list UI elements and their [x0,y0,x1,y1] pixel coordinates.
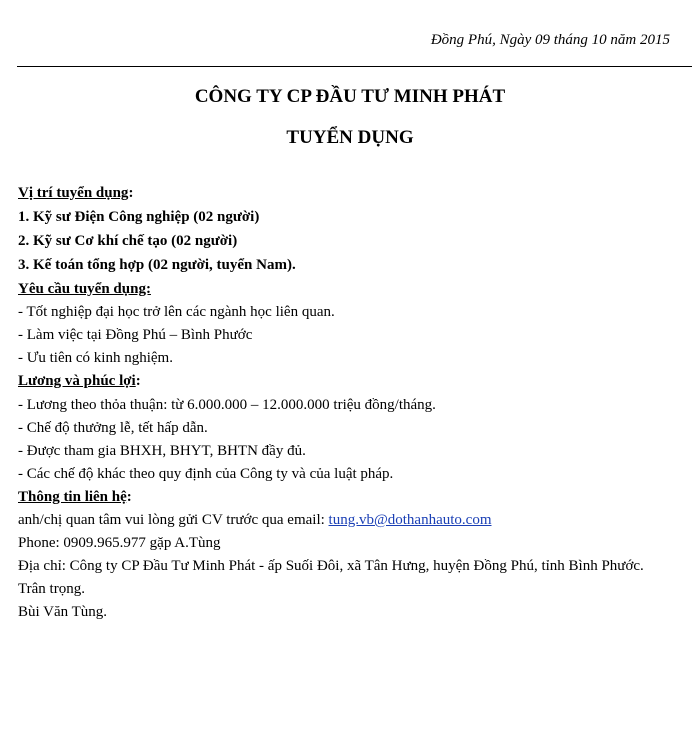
header-divider [17,66,692,67]
signature-name: Bùi Văn Tùng. [18,604,108,620]
positions-heading-line [18,182,693,206]
requirement-item: - Tốt nghiệp đại học trở lên các ngành học liên quan. [18,304,335,320]
positions-heading: Vị trí tuyển dụng [18,185,129,201]
document-title: TUYỂN DỤNG [286,127,414,148]
contact-cv-line [18,509,693,532]
position-item: 1. Kỹ sư Điện Công nghiệp (02 người) [18,209,260,225]
contact-address: Địa chỉ: Công ty CP Đầu Tư Minh Phát - ấp Suối Đôi, xã Tân Hưng, huyện Đồng Phú, tỉnh Bình Phước. [18,558,644,574]
document-body [18,182,693,624]
company-name: CÔNG TY CP ĐẦU TƯ MINH PHÁT [194,86,506,107]
benefits-heading: Lương và phúc lợi [18,373,136,389]
requirements-heading: Yêu cầu tuyển dụng: [18,281,151,297]
contact-cv-text: anh/chị quan tâm vui lòng gửi CV trước qua email: [18,512,329,528]
dateline: Đồng Phú, Ngày 09 tháng 10 năm 2015 [430,32,670,48]
benefits-heading-suffix: : [135,373,141,389]
positions-heading-suffix: : [128,185,134,201]
position-item: 2. Kỹ sư Cơ khí chế tạo (02 người) [18,233,238,249]
contact-heading-suffix: : [126,489,132,505]
benefit-item: - Chế độ thưởng lễ, tết hấp dẫn. [18,420,208,436]
contact-heading: Thông tin liên hệ [18,489,127,505]
contact-heading-line [18,486,693,509]
requirement-item: - Ưu tiên có kinh nghiệm. [18,350,173,366]
contact-email-link[interactable]: tung.vb@dothanhauto.com [328,512,492,528]
contact-phone: Phone: 0909.965.977 gặp A.Tùng [18,535,221,551]
benefit-item: - Các chế độ khác theo quy định của Công ty và của luật pháp. [18,466,394,482]
benefits-heading-line [18,370,693,394]
benefit-item: - Lương theo thỏa thuận: từ 6.000.000 – 12.000.000 triệu đồng/tháng. [18,397,436,413]
benefit-item: - Được tham gia BHXH, BHYT, BHTN đầy đủ. [18,443,306,459]
closing-text: Trân trọng. [18,581,85,597]
position-item: 3. Kế toán tổng hợp (02 người, tuyển Nam). [18,257,296,273]
requirement-item: - Làm việc tại Đồng Phú – Bình Phước [18,327,253,343]
